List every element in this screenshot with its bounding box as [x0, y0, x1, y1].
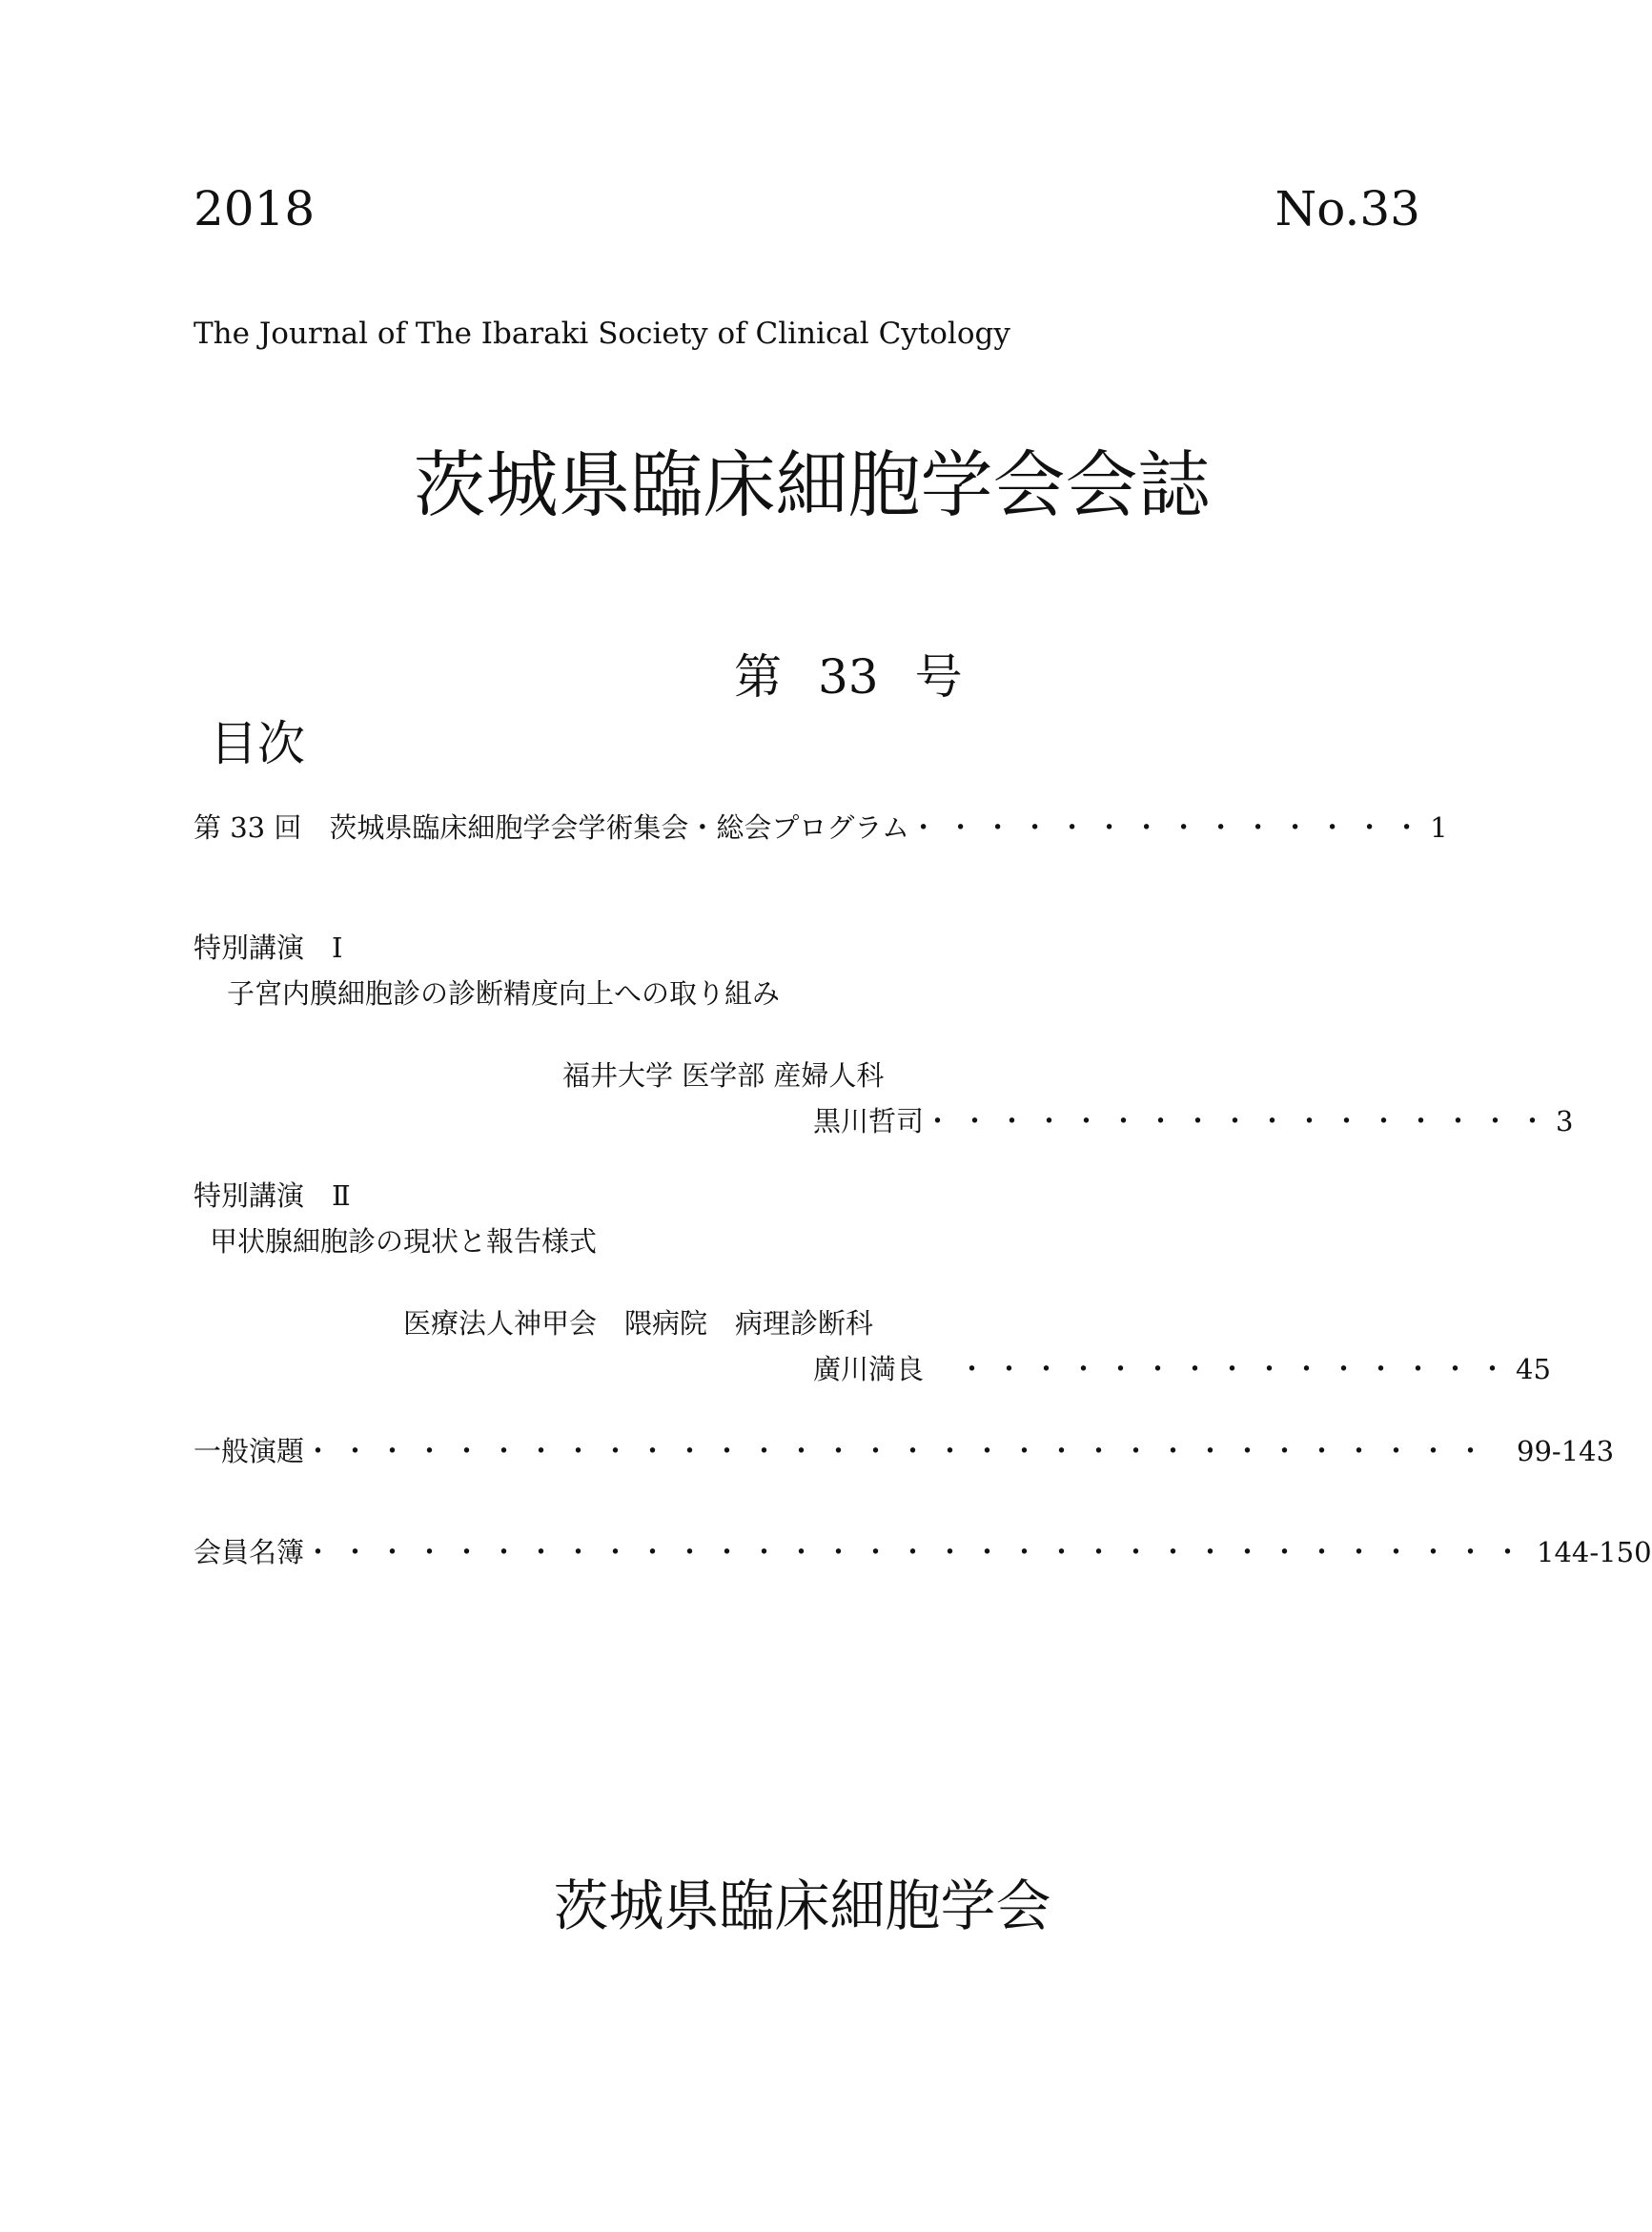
- toc-heading: 目次: [210, 716, 305, 771]
- toc-entry-member-list[interactable]: [194, 1531, 1652, 1570]
- volume-value: 33: [818, 649, 879, 705]
- leader-dots: ・・・・・・・・・・・・・・・・・: [924, 1105, 1557, 1137]
- toc-entry-lecture-1[interactable]: [813, 1100, 1573, 1139]
- year: 2018: [194, 181, 316, 236]
- toc-entry-general-presentations[interactable]: [194, 1430, 1614, 1469]
- toc-entry-text: 一般演題: [194, 1435, 305, 1467]
- lecture-2-affiliation: 医療法人神甲会 隈病院 病理診断科: [403, 1307, 874, 1340]
- society-name: 茨城県臨床細胞学会: [553, 1874, 1051, 1938]
- lecture-1-title[interactable]: 子宮内膜細胞診の診断精度向上への取り組み: [227, 977, 781, 1010]
- japanese-journal-title: 茨城県臨床細胞学会会誌: [413, 442, 1211, 527]
- page-number: 3: [1556, 1105, 1574, 1137]
- leader-dots: ・・・・・・・・・・・・・・・: [958, 1353, 1517, 1385]
- page-number: 1: [1430, 811, 1448, 844]
- leader-dots: ・・・・・・・・・・・・・・・・・・・・・・・・・・・・・・・・・: [304, 1536, 1532, 1568]
- toc-entry-program[interactable]: [194, 807, 1448, 846]
- english-journal-title: The Journal of The Ibaraki Society of Clinical Cytology: [194, 317, 1010, 351]
- leader-dots: ・・・・・・・・・・・・・・: [909, 811, 1431, 844]
- author-name: 廣川満良: [813, 1353, 925, 1385]
- page-number: 99-143: [1517, 1435, 1615, 1467]
- toc-entry-text: 第 33 回 茨城県臨床細胞学会学術集会・総会プログラム: [194, 811, 910, 844]
- page-number: 45: [1516, 1353, 1551, 1385]
- lecture-1-affiliation: 福井大学 医学部 産婦人科: [562, 1059, 885, 1092]
- issue-number: No.33: [1275, 181, 1420, 236]
- volume-suffix: 号: [914, 649, 963, 705]
- volume-number: [734, 639, 963, 707]
- toc-entry-lecture-2[interactable]: [813, 1348, 1551, 1387]
- leader-dots: ・・・・・・・・・・・・・・・・・・・・・・・・・・・・・・・・: [304, 1435, 1495, 1467]
- section-label-lecture-2: 特別講演 Ⅱ: [194, 1179, 351, 1212]
- author-name: 黒川哲司: [813, 1105, 925, 1137]
- volume-prefix: 第: [734, 649, 782, 705]
- lecture-2-title[interactable]: 甲状腺細胞診の現状と報告様式: [210, 1225, 598, 1258]
- page-number: 144-150: [1537, 1536, 1652, 1568]
- toc-entry-text: 会員名簿: [194, 1536, 305, 1568]
- section-label-lecture-1: 特別講演 Ⅰ: [194, 932, 343, 964]
